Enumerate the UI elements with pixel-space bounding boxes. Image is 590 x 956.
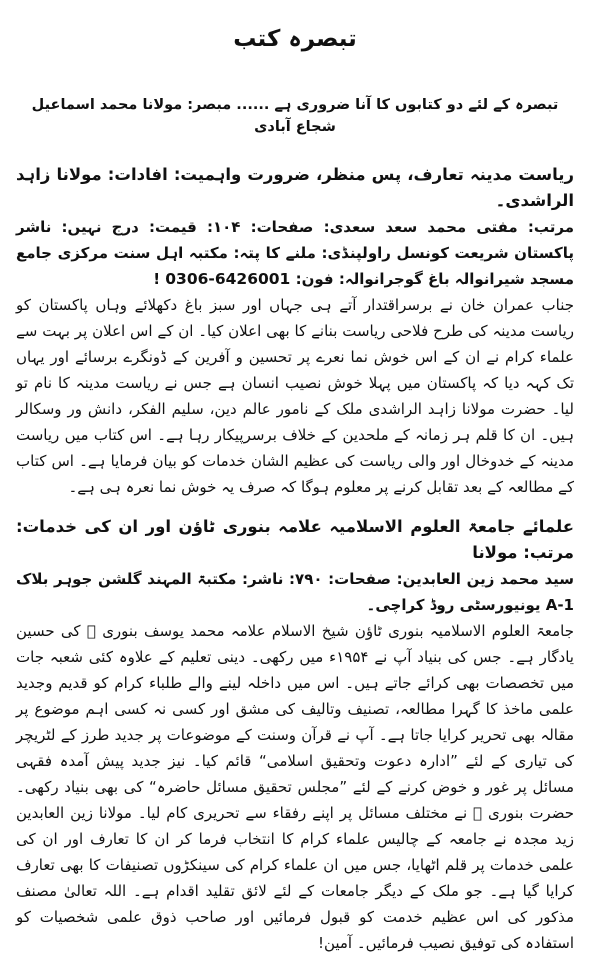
review-riyasat-madina (16, 162, 574, 500)
book-details-text: مرتب: مفتی محمد سعد سعدی: صفحات: ۱۰۴: قیمت: درج نہیں: ناشر پاکستان شریعت کونسل راولپنڈی: ملنے کا پتہ: مکتبہ اہل سنت مرکزی جامع مسجد شیرانوالہ باغ گوجرانوالہ: فون: (16, 218, 574, 288)
book-details (16, 214, 574, 292)
book-details-end: ! (153, 270, 161, 288)
review-heading: ریاست مدینہ تعارف، پس منظر، ضرورت واہمیت: افادات: مولانا زاہد الراشدی۔ (16, 165, 574, 210)
review-ulama-banuri-town (16, 514, 574, 956)
intro-line: تبصرہ کے لئے دو کتابوں کا آنا ضروری ہے ...... مبصر: مولانا محمد اسماعیل شجاع آبادی (31, 97, 559, 135)
page-title: تبصرہ کتب (233, 26, 357, 52)
review-body: جامعۃ العلوم الاسلامیہ بنوری ٹاؤن شیخ الاسلام علامہ محمد یوسف بنوری ﷫ کی حسین یادگار ہے۔ جس کی بنیاد آپ نے ۱۹۵۴ء میں رکھی۔ دینی تعلیم کے علاوہ کئی شعبہ جات میں تخصصات بھی کرائے جاتے ہیں۔ اس میں داخلہ لینے والے طلباء کرام کو قدیم وجدید علمی ماخذ کا گہرا مطالعہ، تصنیف وتالیف کی مشق اور کسی نہ کسی اہم موضوع پر مقالہ بھی تحریر کرایا جاتا ہے۔ آپ نے قرآن وسنت کے موضوعات پر جدید طرز کے لٹریچر کی تیاری کے لئے ”ادارہ دعوت وتحقیق اسلامی“ قائم کیا۔ نیز جدید پیش آمدہ فقہی مسائل پر غور و خوض کرنے کے لئے ”مجلس تحقیق مسائل حاضرہ“ کی بھی بنیاد رکھی۔ حضرت بنوری ﷫ نے مختلف مسائل پر اپنے رفقاء سے تحریری کام لیا۔ مولانا زین العابدین زید مجدہ نے جامعہ کے چالیس علماء کرام کا انتخاب فرما کر ان کا تعارف اور ان کی علمی خدمات پر قلم اٹھایا، جس میں ان علماء کرام کی سینکڑوں تصنیفات کا بھی تعارف کرایا گیا ہے۔ جو ملک کے دیگر جامعات کے لئے لائق تقلید اقدام ہے۔ اللہ تعالیٰ مصنف مذکور کی اس عظیم خدمت کو قبول فرمائیں اور صاحب ذوق علمی شخصیات کو استفادہ کی توفیق نصیب فرمائیں۔ آمین! (16, 622, 574, 952)
phone-number: 0306-6426001 (165, 270, 291, 288)
review-body: جناب عمران خان نے برسراقتدار آتے ہی جہاں اور سبز باغ دکھلائے وہاں پاکستان کو ریاست مدینہ کی طرح فلاحی ریاست بنانے کا بھی اعلان کیا۔ ان کے اس اعلان پر بہت سے علماء کرام نے ان کے اس خوش نما نعرے پر تحسین و آفرین کے ڈونگرے برسائے اور یہاں تک کہہ دیا کہ پاکستان میں پہلا خوش نصیب انسان ہے جس نے ریاست مدینہ کا نام تو لیا۔ حضرت مولانا زاہد الراشدی ملک کے نامور عالم دین، سلیم الفکر، دانش ور وسکالر ہیں۔ ان کا قلم ہر زمانہ کے ملحدین کے خلاف برسرپیکار رہا ہے۔ اس کتاب میں ریاست مدینہ کے خدوخال اور والی ریاست کی عظیم الشان خدمات کو بیان فرمایا ہے۔ اس کتاب کے مطالعہ کے بعد تقابل کرنے پر معلوم ہوگا کہ صرف یہ خوش نما نعرہ ہی ہے۔ (16, 296, 574, 496)
review-heading: علمائے جامعۃ العلوم الاسلامیہ علامہ بنوری ٹاؤن اور ان کی خدمات: مرتب: مولانا (16, 517, 574, 562)
book-details: سید محمد زین العابدین: صفحات: ۷۹۰: ناشر: مکتبۃ المہند گلشن جوہر بلاک A-1 یونیورسٹی روڈ کراچی۔ (16, 570, 575, 614)
